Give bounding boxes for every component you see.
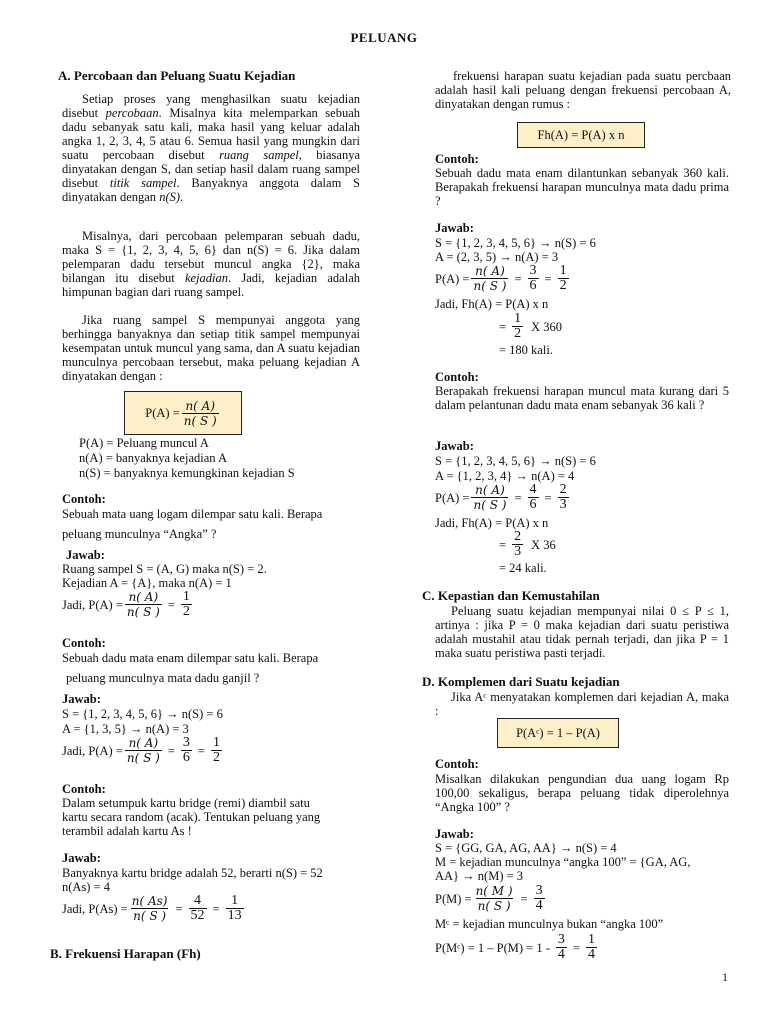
example-5-step-1: = $\frac{2}{3}$ X 36: [499, 529, 556, 559]
example-5-question: Berapakah frekuensi harapan muncul mata kurang dari 5 dalam pelantunan dadu mata enam sebanyak 36 kali ?: [435, 384, 729, 412]
page-number: 1: [722, 970, 728, 984]
formula-fraction: $\frac{n( A)}{n( S )}$: [183, 398, 217, 428]
fraction: $\frac{3}{4}$: [535, 883, 543, 913]
example-3-equation: Jadi, P(As) = $\frac{n( As)}{n( S )}$ = $\frac{4}{52}$ = $\frac{1}{13}$: [62, 893, 242, 923]
fraction: $\frac{n( A)}{n( S )}$: [473, 483, 507, 512]
example-4-result: = 180 kali.: [499, 343, 553, 357]
expected-frequency-formula: Fh(A) = P(A) x n: [537, 127, 625, 142]
fraction: $\frac{4}{52}$: [190, 893, 205, 923]
section-a-paragraph-1: Setiap proses yang menghasilkan suatu kejadian disebut percobaan. Misalnya kita melemparkan sebuah dadu sebanyak satu kali, maka hasil yang keluar adalah angka 1, 2, 3, 4, 5 atau 6. Semua hasil yang mungkin dari suatu percobaan disebut ruang sampel, biasanya dinyatakan dengan S, dan setiap hasil dalam ruang sampel disebut titik sampel. Banyaknya anggota dalam S dinyatakan dengan n(S).: [62, 92, 361, 204]
fraction: $\frac{3}{4}$: [557, 932, 565, 962]
probability-formula: P(A) = $\frac{n( A)}{n( S )}$: [145, 398, 217, 428]
fraction: $\frac{2}{3}$: [514, 529, 522, 559]
example-1-question-line-2: peluang munculnya “Angka” ?: [62, 527, 217, 541]
example-5-line-2: A = {1, 2, 3, 4} → n(A) = 4: [435, 469, 575, 483]
section-d-heading: D. Komplemen dari Suatu kejadian: [422, 674, 620, 689]
example-5-answer-label: Jawab:: [435, 439, 474, 453]
section-c-heading: C. Kepastian dan Kemustahilan: [422, 588, 600, 603]
example-3-line-1: Banyaknya kartu bridge adalah 52, berarti n(S) = 52: [62, 866, 323, 880]
example-4-step-1: = $\frac{1}{2}$ X 360: [499, 311, 562, 341]
section-a-paragraph-3: Jika ruang sampel S mempunyai anggota yang berhingga banyaknya dan setiap titik sampel mempunyai kesempatan untuk muncul yang sama, dan A suatu kejadian munculnya percobaan tersebut, maka peluang kejadian A dinyatakan dengan :: [62, 313, 360, 383]
definition-na: n(A) = banyaknya kejadian A: [79, 451, 227, 465]
fraction: $\frac{1}{2}$: [212, 735, 220, 765]
example-6-line-2: M = kejadian munculnya “angka 100” = {GA, AG,: [435, 855, 691, 869]
example-1-line-1: Ruang sampel S = (A, G) maka n(S) = 2.: [62, 562, 267, 576]
example-2-question-line-1: Sebuah dadu mata enam dilempar satu kali. Berapa: [62, 651, 319, 665]
page-title: PELUANG: [350, 30, 418, 45]
fraction: $\frac{n( A)}{n( S )}$: [126, 590, 160, 619]
example-6-line-3: AA} → n(M) = 3: [435, 869, 524, 883]
example-1-question-line-1: Sebuah mata uang logam dilempar satu kali. Berapa: [62, 507, 323, 521]
section-d-paragraph: Jika Aᶜ menyatakan komplemen dari kejadian A, maka :: [435, 690, 729, 718]
example-2-question-line-2: peluang munculnya mata dadu ganjil ?: [66, 671, 260, 685]
example-1-line-2: Kejadian A = {A}, maka n(A) = 1: [62, 576, 232, 590]
section-a-paragraph-2: Misalnya, dari percobaan pelemparan sebuah dadu, maka S = {1, 2, 3, 4, 5, 6} dan n(S) = 6. Jika dalam pelemparan dadu tersebut muncul angka {2}, maka bilangan itu disebut kejadian. Jadi, kejadian adalah himpunan bagian dari ruang sampel.: [62, 229, 360, 299]
example-6-line-1: S = {GG, GA, AG, AA} → n(S) = 4: [435, 841, 617, 855]
example-5-label: Contoh:: [435, 370, 479, 384]
example-4-answer-label: Jawab:: [435, 221, 474, 235]
probability-formula-box: [124, 391, 242, 435]
section-b-paragraph: frekuensi harapan suatu kejadian pada suatu percbaan adalah hasil kali peluang dengan frekuensi percobaan A, dinyatakan dengan rumus :: [435, 69, 731, 111]
example-2-equation: Jadi, P(A) = $\frac{n( A)}{n( S )}$ = $\frac{3}{6}$ = $\frac{1}{2}$: [62, 735, 220, 765]
section-b-heading: B. Frekuensi Harapan (Fh): [50, 946, 201, 961]
fraction: $\frac{1}{2}$: [514, 311, 522, 341]
example-1-answer-label: Jawab:: [66, 548, 105, 562]
example-3-question-line-3: terambil adalah kartu As !: [62, 824, 192, 838]
example-3-answer-label: Jawab:: [62, 851, 101, 865]
example-3-question-line-1: Dalam setumpuk kartu bridge (remi) diambil satu: [62, 796, 310, 810]
fraction: $\frac{1}{4}$: [587, 932, 595, 962]
example-6-answer-label: Jawab:: [435, 827, 474, 841]
example-2-answer-label: Jawab:: [62, 692, 101, 706]
expected-frequency-formula-box: [517, 122, 645, 148]
definition-pa: P(A) = Peluang muncul A: [79, 436, 209, 450]
fraction: $\frac{1}{13}$: [227, 893, 242, 923]
example-6-label: Contoh:: [435, 757, 479, 771]
example-3-question-line-2: kartu secara random (acak). Tentukan peluang yang: [62, 810, 321, 824]
fraction: $\frac{n( A)}{n( S )}$: [473, 264, 507, 293]
example-4-line-3: Jadi, Fh(A) = P(A) x n: [435, 297, 549, 311]
example-6-line-4: Mᶜ = kejadian munculnya bukan “angka 100”: [435, 917, 664, 931]
complement-formula: P(Aᶜ) = 1 – P(A): [516, 725, 600, 740]
example-4-question: Sebuah dadu mata enam dilantunkan sebanyak 360 kali. Berapakah frekuensi harapan munculnya mata dadu prima ?: [435, 166, 729, 208]
fraction: $\frac{1}{2}$: [182, 589, 190, 619]
fraction: $\frac{n( As)}{n( S )}$: [131, 894, 168, 923]
example-2-label: Contoh:: [62, 636, 106, 650]
fraction: $\frac{n( A)}{n( S )}$: [126, 736, 160, 765]
example-5-line-3: Jadi, Fh(A) = P(A) x n: [435, 516, 549, 530]
fraction: $\frac{2}{3}$: [559, 482, 567, 512]
example-5-equation: P(A) = $\frac{n( A)}{n( S )}$ = $\frac{4}{6}$ = $\frac{2}{3}$: [435, 482, 567, 512]
example-4-line-1: S = {1, 2, 3, 4, 5, 6} → n(S) = 6: [435, 236, 596, 250]
complement-formula-box: [497, 718, 619, 748]
section-c-paragraph: Peluang suatu kejadian mempunyai nilai 0 ≤ P ≤ 1, artinya : jika P = 0 maka kejadian dari suatu peristiwa adalah mustahil atau tidak pernah terjadi, dan jika P = 1 maka suatu peristiwa pasti terjadi.: [435, 604, 729, 660]
example-1-label: Contoh:: [62, 492, 106, 506]
example-5-result: = 24 kali.: [499, 561, 547, 575]
example-2-line-2: A = {1, 3, 5} → n(A) = 3: [62, 722, 189, 736]
example-4-equation: P(A) = $\frac{n( A)}{n( S )}$ = $\frac{3}{6}$ = $\frac{1}{2}$: [435, 263, 567, 293]
fraction: $\frac{n( M )}{n( S )}$: [475, 884, 513, 913]
example-2-line-1: S = {1, 2, 3, 4, 5, 6} → n(S) = 6: [62, 707, 223, 721]
section-a-heading: A. Percobaan dan Peluang Suatu Kejadian: [58, 68, 296, 83]
fraction: $\frac{4}{6}$: [529, 482, 537, 512]
example-4-line-2: A = (2, 3, 5) → n(A) = 3: [435, 250, 559, 264]
fraction: $\frac{3}{6}$: [182, 735, 190, 765]
example-1-equation: Jadi, P(A) = $\frac{n( A)}{n( S )}$ = $\frac{1}{2}$: [62, 589, 190, 619]
fraction: $\frac{1}{2}$: [559, 263, 567, 293]
example-3-line-2: n(As) = 4: [62, 880, 111, 894]
example-5-line-1: S = {1, 2, 3, 4, 5, 6} → n(S) = 6: [435, 454, 596, 468]
definition-ns: n(S) = banyaknya kemungkinan kejadian S: [79, 466, 295, 480]
example-6-question: Misalkan dilakukan pengundian dua uang logam Rp 100,00 sekaligus, berapa peluang tidak diperolehnya “Angka 100” ?: [435, 772, 729, 814]
example-4-label: Contoh:: [435, 152, 479, 166]
example-3-label: Contoh:: [62, 782, 106, 796]
example-6-equation: P(M) = $\frac{n( M )}{n( S )}$ = $\frac{3}{4}$: [435, 883, 543, 913]
fraction: $\frac{3}{6}$: [529, 263, 537, 293]
example-6-equation-2: P(Mᶜ) = 1 – P(M) = 1 - $\frac{3}{4}$ = $\frac{1}{4}$: [435, 932, 595, 962]
